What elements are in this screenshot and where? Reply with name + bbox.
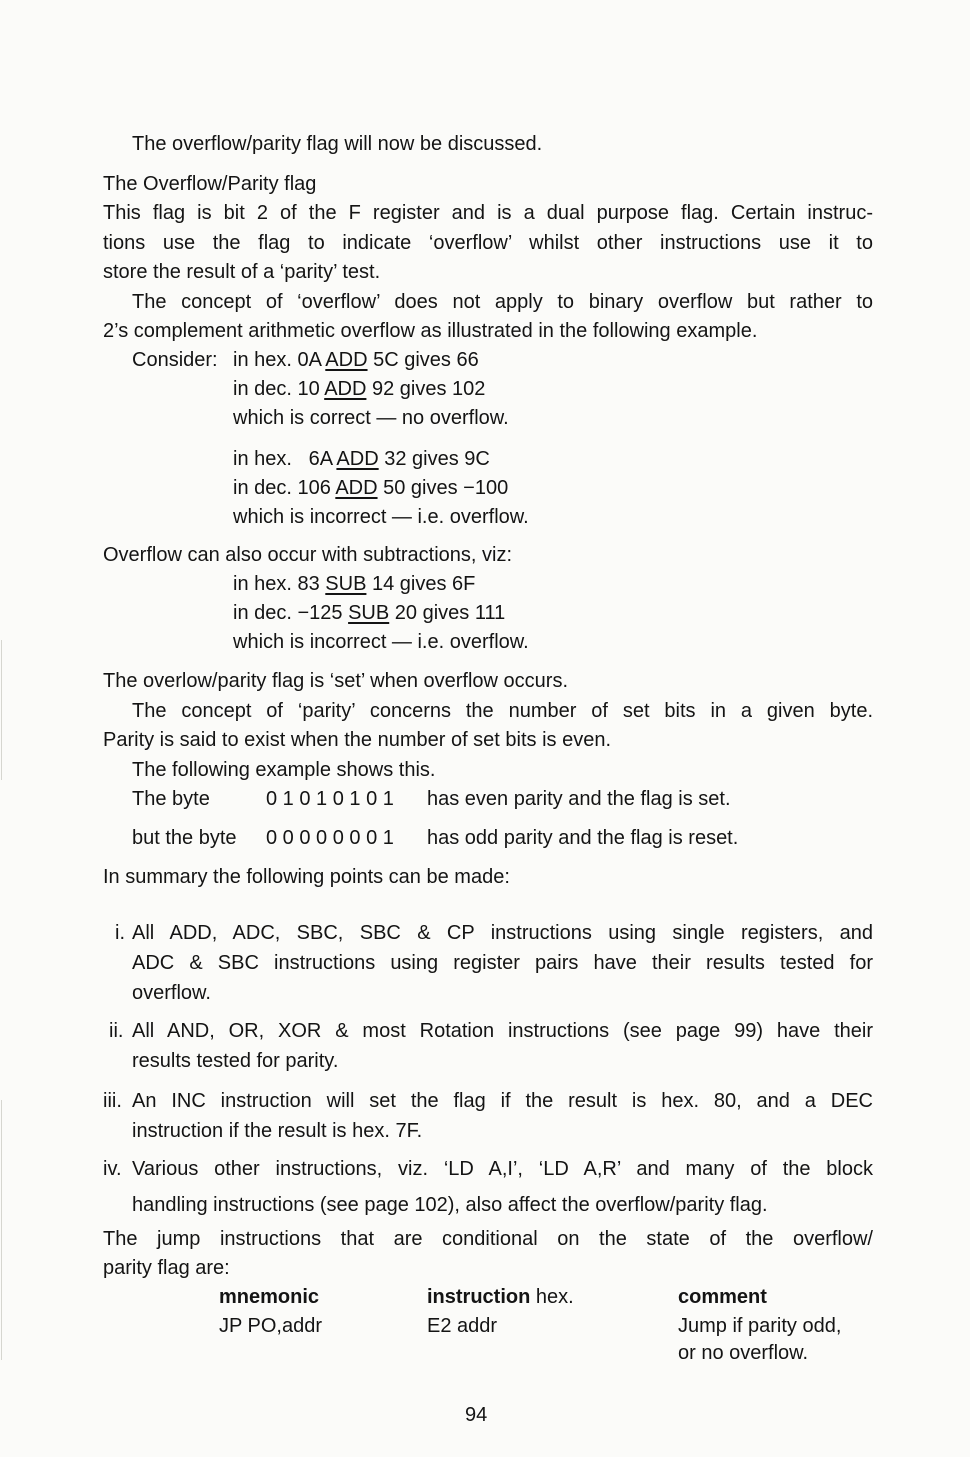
cell-mnemonic: JP PO,addr <box>219 1315 323 1337</box>
byte-desc: has odd parity and the flag is reset. <box>427 827 739 849</box>
op-add: ADD <box>336 448 379 470</box>
op-add: ADD <box>335 477 378 499</box>
op-sub: SUB <box>348 602 390 624</box>
op-sub: SUB <box>325 573 367 595</box>
op-add: ADD <box>324 378 367 400</box>
byte-desc: has even parity and the flag is set. <box>427 788 731 810</box>
op-add: ADD <box>325 349 368 371</box>
intro-line: The overflow/parity flag will now be discussed. <box>132 133 543 155</box>
section-heading: The Overflow/Parity flag <box>103 173 317 195</box>
paragraph-line: Overflow can also occur with subtractions, viz: <box>103 544 513 566</box>
page-edge-shadow <box>1 640 2 780</box>
example-result: which is incorrect — i.e. overflow. <box>233 506 529 528</box>
point-number: iii. <box>103 1090 122 1112</box>
point-line: results tested for parity. <box>132 1050 339 1072</box>
paragraph-line: store the result of a ‘parity’ test. <box>103 261 381 283</box>
point-line: All ADD, ADC, SBC, SBC & CP instructions using single registers, and <box>132 922 873 944</box>
point-line: All AND, OR, XOR & most Rotation instructions (see page 99) have their <box>132 1020 873 1042</box>
paragraph-line: The jump instructions that are conditional on the state of the overflow/ <box>103 1228 873 1250</box>
paragraph-line: 2’s complement arithmetic overflow as illustrated in the following example. <box>103 320 758 342</box>
paragraph-line: tions use the flag to indicate ‘overflow’ whilst other instructions use it to <box>103 232 873 254</box>
consider-label: Consider: <box>132 349 218 371</box>
cell-comment: or no overflow. <box>678 1342 809 1364</box>
byte-label: but the byte <box>132 827 237 849</box>
point-number: i. <box>115 922 125 944</box>
column-header-mnemonic: mnemonic <box>219 1286 320 1308</box>
point-number: ii. <box>109 1020 124 1042</box>
page-edge-shadow <box>1 1100 2 1360</box>
example-line: in dec. −125 SUB 20 gives 111 <box>233 602 506 624</box>
paragraph-line: The following example shows this. <box>132 759 436 781</box>
example-result: which is correct — no overflow. <box>233 407 509 429</box>
point-line: handling instructions (see page 102), also affect the overflow/parity flag. <box>132 1194 768 1216</box>
paragraph-line: The overlow/parity flag is ‘set’ when overflow occurs. <box>103 670 568 692</box>
paragraph-line: The concept of ‘overflow’ does not apply to binary overflow but rather to <box>132 291 873 313</box>
example-line: in hex. 83 SUB 14 gives 6F <box>233 573 476 595</box>
cell-instruction: E2 addr <box>427 1315 498 1337</box>
byte-label: The byte <box>132 788 210 810</box>
column-header-instruction: instruction hex. <box>427 1286 574 1308</box>
cell-comment: Jump if parity odd, <box>678 1315 842 1337</box>
paragraph-line: parity flag are: <box>103 1257 230 1279</box>
paragraph-line: The concept of ‘parity’ concerns the number of set bits in a given byte. <box>132 700 873 722</box>
point-line: instruction if the result is hex. 7F. <box>132 1120 423 1142</box>
point-line: An INC instruction will set the flag if the result is hex. 80, and a DEC <box>132 1090 873 1112</box>
point-line: Various other instructions, viz. ‘LD A,I’, ‘LD A,R’ and many of the block <box>132 1158 873 1180</box>
point-line: ADC & SBC instructions using register pairs have their results tested for <box>132 952 873 974</box>
example-line: in hex. 0A ADD 5C gives 66 <box>233 349 479 371</box>
example-line: in dec. 106 ADD 50 gives −100 <box>233 477 509 499</box>
point-number: iv. <box>103 1158 122 1180</box>
paragraph-line: In summary the following points can be made: <box>103 866 510 888</box>
page-number: 94 <box>465 1404 488 1426</box>
example-line: in dec. 10 ADD 92 gives 102 <box>233 378 486 400</box>
example-line: in hex. 6A ADD 32 gives 9C <box>233 448 490 470</box>
column-header-comment: comment <box>678 1286 767 1308</box>
byte-bits: 0 1 0 1 0 1 0 1 <box>266 788 394 810</box>
example-result: which is incorrect — i.e. overflow. <box>233 631 529 653</box>
paragraph-line: Parity is said to exist when the number of set bits is even. <box>103 729 612 751</box>
byte-bits: 0 0 0 0 0 0 0 1 <box>266 827 394 849</box>
paragraph-line: This flag is bit 2 of the F register and is a dual purpose flag. Certain instruc- <box>103 202 873 224</box>
point-line: overflow. <box>132 982 211 1004</box>
